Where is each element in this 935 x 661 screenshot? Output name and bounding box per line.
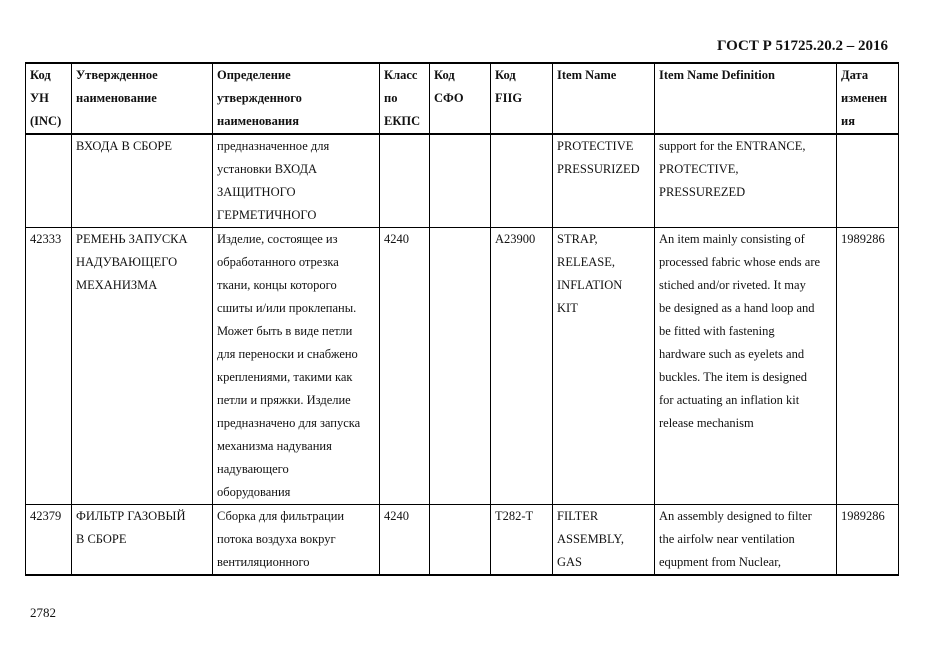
cell-text-line: креплениями, такими как bbox=[217, 370, 353, 384]
cell-text-line: FILTER bbox=[557, 509, 599, 523]
col-approved-name-cell bbox=[72, 505, 213, 576]
cell-text-line: An assembly designed to filter bbox=[659, 509, 812, 523]
col-approved-name-header bbox=[72, 63, 213, 134]
cell-text-line: ВХОДА В СБОРЕ bbox=[76, 139, 173, 153]
cell-text-line: processed fabric whose ends are bbox=[659, 255, 821, 269]
cell-text-line: ткани, концы которого bbox=[217, 278, 337, 292]
col-inc-header bbox=[26, 63, 72, 134]
header-text-line: наименование bbox=[76, 91, 157, 105]
header-text-line: ия bbox=[841, 114, 855, 128]
col-sfo-cell bbox=[430, 134, 491, 228]
header-text-line: Код bbox=[434, 68, 455, 82]
cell-text-line: потока воздуха вокруг bbox=[217, 532, 336, 546]
cell-text-line: release mechanism bbox=[659, 416, 754, 430]
header-text-line: утвержденного bbox=[217, 91, 302, 105]
col-definition-cell bbox=[213, 505, 380, 576]
col-item-name-cell bbox=[553, 505, 655, 576]
col-fiig-header bbox=[491, 63, 553, 134]
cell-text-line: PRESSUREZED bbox=[659, 185, 746, 199]
cell-text-line: PROTECTIVE bbox=[557, 139, 634, 153]
cell-text-line: надувающего bbox=[217, 462, 289, 476]
cell-text-line: для переноски и снабжено bbox=[217, 347, 358, 361]
cell-text: 42379 bbox=[30, 509, 62, 523]
cell-text-line: ЗАЩИТНОГО bbox=[217, 185, 296, 199]
header-text-line: ЕКПС bbox=[384, 114, 421, 128]
cell-text-line: ФИЛЬТР ГАЗОВЫЙ bbox=[76, 509, 186, 523]
col-class-cell bbox=[380, 505, 430, 576]
header-text-line: наименования bbox=[217, 114, 300, 128]
col-item-name-definition-cell bbox=[655, 134, 837, 228]
page-number: 2782 bbox=[30, 605, 56, 620]
cell-text-line: механизма надувания bbox=[217, 439, 332, 453]
cell-text-line: установки ВХОДА bbox=[217, 162, 318, 176]
cell-text-line: сшиты и/или проклепаны. bbox=[217, 301, 357, 315]
col-sfo-cell bbox=[430, 228, 491, 505]
col-approved-name-cell bbox=[72, 228, 213, 505]
cell-text: 4240 bbox=[384, 509, 409, 523]
cell-text-line: В СБОРЕ bbox=[76, 532, 127, 546]
col-sfo-cell bbox=[430, 505, 491, 576]
col-item-name-definition-header bbox=[655, 63, 837, 134]
header-text-line: Класс bbox=[384, 68, 418, 82]
cell-text: T282-T bbox=[495, 509, 534, 523]
cell-text-line: for actuating an inflation kit bbox=[659, 393, 800, 407]
col-definition-cell bbox=[213, 228, 380, 505]
header-text-line: Определение bbox=[217, 68, 291, 82]
col-fiig-cell bbox=[491, 505, 553, 576]
header-text-line: Утвержденное bbox=[76, 68, 158, 82]
header-text-line: Item Name bbox=[557, 68, 617, 82]
cell-text: 1989286 bbox=[841, 232, 885, 246]
cell-text-line: the airfolw near ventilation bbox=[659, 532, 795, 546]
cell-text-line: PROTECTIVE, bbox=[659, 162, 739, 176]
cell-text-line: STRAP, bbox=[557, 232, 598, 246]
cell-text-line: ГЕРМЕТИЧНОГО bbox=[217, 208, 317, 222]
cell-text-line: МЕХАНИЗМА bbox=[76, 278, 158, 292]
col-item-name-definition-cell bbox=[655, 228, 837, 505]
header-text-line: СФО bbox=[434, 91, 464, 105]
classification-table bbox=[25, 62, 899, 576]
cell-text-line: Изделие, состоящее из bbox=[217, 232, 338, 246]
cell-text-line: buckles. The item is designed bbox=[659, 370, 808, 384]
cell-text-line: support for the ENTRANCE, bbox=[659, 139, 806, 153]
cell-text-line: обработанного отрезка bbox=[217, 255, 339, 269]
cell-text: 42333 bbox=[30, 232, 62, 246]
header-text-line: FIIG bbox=[495, 91, 523, 105]
col-change-date-cell bbox=[837, 134, 899, 228]
header-text-line: Код bbox=[495, 68, 516, 82]
table-row bbox=[26, 228, 899, 505]
cell-text-line: An item mainly consisting of bbox=[659, 232, 805, 246]
table-body bbox=[26, 134, 899, 575]
col-definition-cell bbox=[213, 134, 380, 228]
cell-text-line: предназначенное для bbox=[217, 139, 330, 153]
cell-text-line: ASSEMBLY, bbox=[557, 532, 624, 546]
cell-text-line: предназначено для запуска bbox=[217, 416, 361, 430]
table-row bbox=[26, 505, 899, 576]
table-row bbox=[26, 134, 899, 228]
col-fiig-cell bbox=[491, 134, 553, 228]
cell-text-line: Сборка для фильтрации bbox=[217, 509, 345, 523]
col-class-header bbox=[380, 63, 430, 134]
header-text-line: изменен bbox=[841, 91, 888, 105]
header-text-line: Дата bbox=[841, 68, 869, 82]
col-inc-cell bbox=[26, 134, 72, 228]
cell-text-line: GAS bbox=[557, 555, 583, 569]
col-change-date-cell bbox=[837, 228, 899, 505]
cell-text-line: KIT bbox=[557, 301, 578, 315]
col-class-cell bbox=[380, 228, 430, 505]
cell-text: A23900 bbox=[495, 232, 536, 246]
cell-text-line: hardware such as eyelets and bbox=[659, 347, 805, 361]
table-header-row bbox=[26, 63, 899, 134]
cell-text-line: equpment from Nuclear, bbox=[659, 555, 782, 569]
cell-text: 1989286 bbox=[841, 509, 885, 523]
header-text-line: УН bbox=[30, 91, 49, 105]
col-class-cell bbox=[380, 134, 430, 228]
cell-text-line: be designed as a hand loop and bbox=[659, 301, 815, 315]
cell-text: 4240 bbox=[384, 232, 409, 246]
cell-text-line: оборудования bbox=[217, 485, 291, 499]
cell-text-line: петли и пряжки. Изделие bbox=[217, 393, 351, 407]
header-text-line: (INC) bbox=[30, 114, 62, 128]
document-standard-code: ГОСТ Р 51725.20.2 – 2016 bbox=[716, 38, 888, 54]
cell-text-line: INFLATION bbox=[557, 278, 623, 292]
header-text-line: Item Name Definition bbox=[659, 68, 775, 82]
col-sfo-header bbox=[430, 63, 491, 134]
col-definition-header bbox=[213, 63, 380, 134]
cell-text-line: be fitted with fastening bbox=[659, 324, 775, 338]
cell-text-line: Может быть в виде петли bbox=[217, 324, 353, 338]
col-change-date-cell bbox=[837, 505, 899, 576]
col-item-name-header bbox=[553, 63, 655, 134]
col-fiig-cell bbox=[491, 228, 553, 505]
col-inc-cell bbox=[26, 228, 72, 505]
col-inc-cell bbox=[26, 505, 72, 576]
cell-text-line: RELEASE, bbox=[557, 255, 615, 269]
cell-text-line: stiched and/or riveted. It may bbox=[659, 278, 806, 292]
col-approved-name-cell bbox=[72, 134, 213, 228]
cell-text-line: PRESSURIZED bbox=[557, 162, 640, 176]
cell-text-line: вентиляционного bbox=[217, 555, 310, 569]
header-text-line: по bbox=[384, 91, 398, 105]
header-text-line: Код bbox=[30, 68, 51, 82]
cell-text-line: РЕМЕНЬ ЗАПУСКА bbox=[76, 232, 188, 246]
col-item-name-definition-cell bbox=[655, 505, 837, 576]
col-item-name-cell bbox=[553, 228, 655, 505]
col-change-date-header bbox=[837, 63, 899, 134]
cell-text-line: НАДУВАЮЩЕГО bbox=[76, 255, 178, 269]
col-item-name-cell bbox=[553, 134, 655, 228]
